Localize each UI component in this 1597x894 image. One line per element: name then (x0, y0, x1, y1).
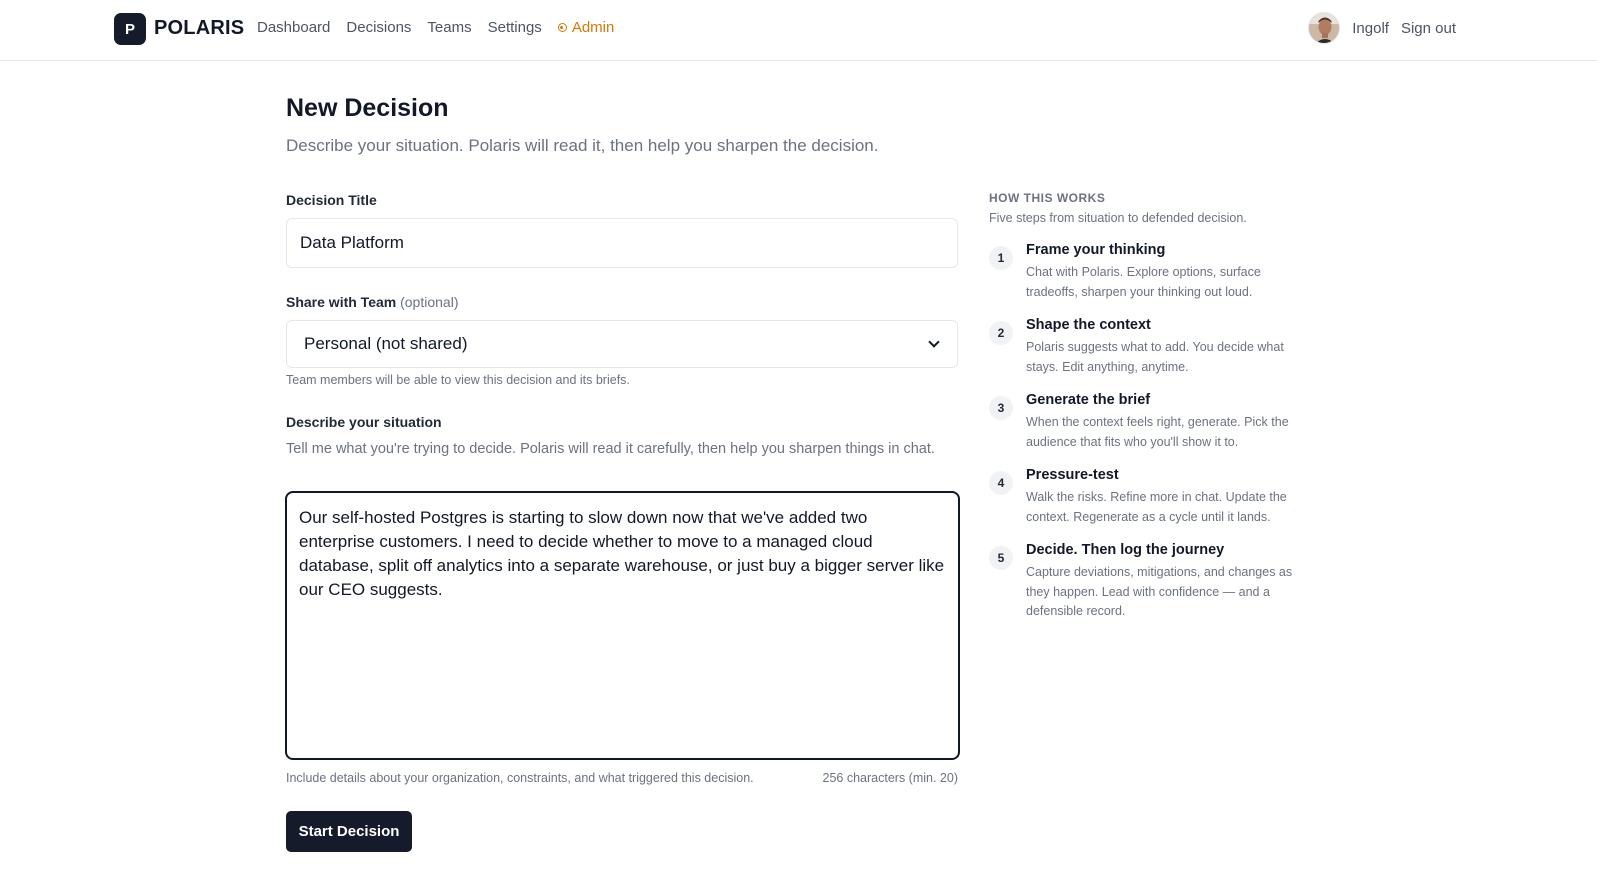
decision-title-input[interactable] (286, 218, 958, 268)
optional-tag: (optional) (400, 294, 459, 310)
share-team-hint: Team members will be able to view this decision and its briefs. (286, 373, 630, 387)
share-team-label (286, 294, 458, 310)
step-title: Decide. Then log the journey (1026, 542, 1225, 558)
how-it-works-heading: HOW THIS WORKS (989, 191, 1106, 205)
nav-admin[interactable] (558, 19, 615, 36)
situation-label: Describe your situation (286, 414, 442, 430)
step-number: 3 (989, 396, 1013, 420)
step-description: Polaris suggests what to add. You decide what stays. Edit anything, anytime. (1026, 340, 1284, 374)
step-description: Walk the risks. Refine more in chat. Update the context. Regenerate as a cycle until it lands. (1026, 490, 1287, 524)
share-team-label-text: Share with Team (286, 294, 397, 310)
step-number: 5 (989, 546, 1013, 570)
step-description: Capture deviations, mitigations, and changes as they happen. Lead with confidence — and a defensible record. (1026, 565, 1293, 618)
decision-title-label: Decision Title (286, 192, 377, 208)
page-subtitle: Describe your situation. Polaris will read it, then help you sharpen the decision. (286, 136, 879, 155)
top-navbar (0, 0, 1597, 61)
main-nav (257, 19, 614, 36)
brand-name[interactable]: POLARIS (154, 17, 245, 39)
chevron-down-icon (928, 336, 939, 347)
situation-textarea[interactable] (285, 491, 960, 760)
share-team-selected: Personal (not shared) (304, 334, 468, 353)
nav-decisions[interactable]: Decisions (346, 19, 412, 36)
step-title: Frame your thinking (1026, 242, 1166, 258)
page-title: New Decision (286, 94, 449, 122)
start-decision-button[interactable]: Start Decision (286, 811, 412, 852)
nav-dashboard[interactable]: Dashboard (257, 19, 331, 36)
step-number: 2 (989, 321, 1013, 345)
sign-out-link[interactable]: Sign out (1400, 19, 1456, 37)
step-number: 1 (989, 246, 1013, 270)
user-name[interactable]: Ingolf (1352, 19, 1389, 37)
logo-icon[interactable]: P (114, 13, 146, 45)
step-title: Generate the brief (1026, 392, 1151, 408)
nav-admin-label: Admin (571, 19, 615, 36)
step-number: 4 (989, 471, 1013, 495)
user-menu (1308, 12, 1456, 44)
step-title: Pressure-test (1026, 467, 1119, 483)
admin-icon (558, 23, 567, 32)
situation-help: Tell me what you're trying to decide. Polaris will read it carefully, then help you sharpen things in chat. (286, 441, 935, 457)
share-team-select[interactable] (286, 320, 958, 368)
how-it-works-subheading: Five steps from situation to defended decision. (989, 211, 1247, 225)
character-count: 256 characters (min. 20) (822, 771, 958, 785)
step-description: When the context feels right, generate. Pick the audience that fits who you'll show it to. (1026, 415, 1289, 449)
avatar-image (1309, 13, 1340, 44)
situation-hint: Include details about your organization, constraints, and what triggered this decision. (286, 771, 754, 785)
step-title: Shape the context (1026, 317, 1151, 333)
nav-teams[interactable]: Teams (427, 19, 472, 36)
nav-settings[interactable]: Settings (487, 19, 542, 36)
step-description: Chat with Polaris. Explore options, surface tradeoffs, sharpen your thinking out loud. (1026, 265, 1261, 299)
avatar[interactable] (1308, 12, 1340, 44)
